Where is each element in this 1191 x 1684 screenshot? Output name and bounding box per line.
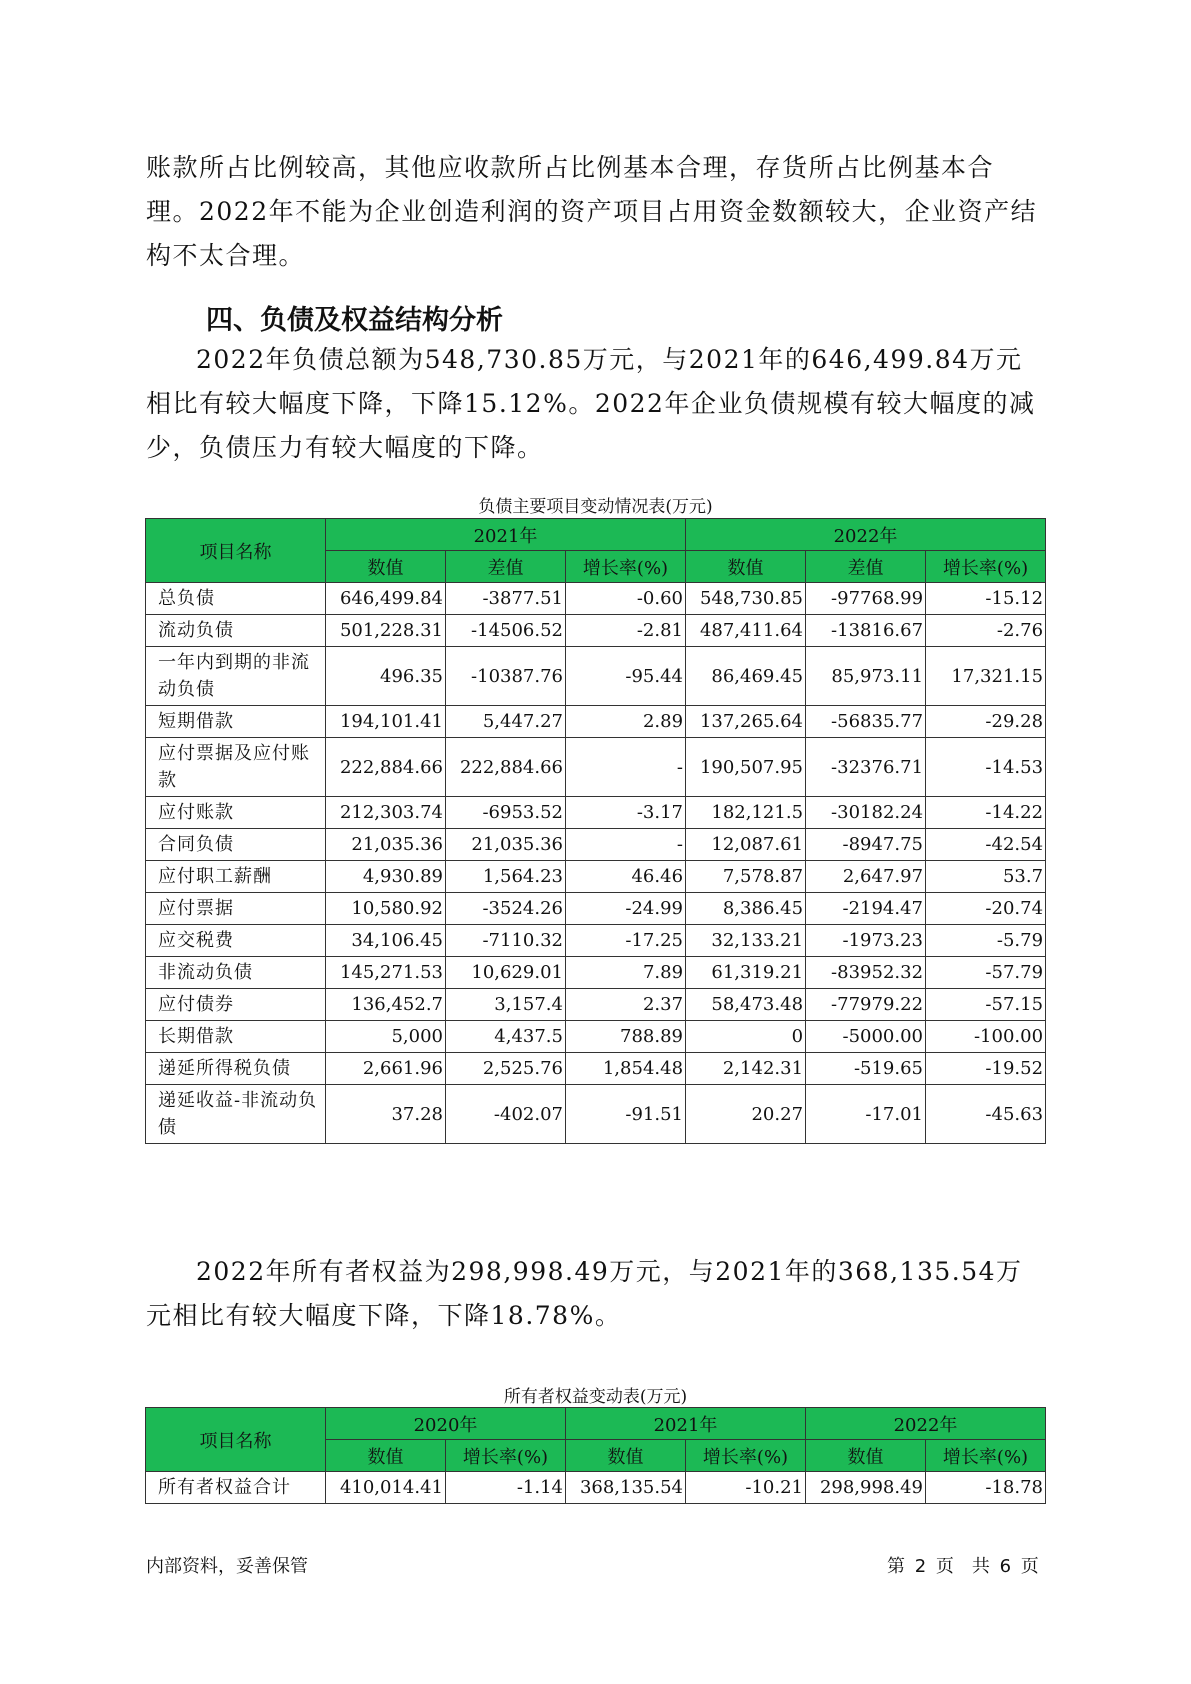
table-cell: -3524.26 [446, 893, 566, 925]
table-cell: 61,319.21 [686, 957, 806, 989]
table-cell: -15.12 [926, 583, 1046, 615]
table-cell: 222,884.66 [446, 738, 566, 797]
table-cell: 2,647.97 [806, 861, 926, 893]
table-cell: -42.54 [926, 829, 1046, 861]
table-cell: -13816.67 [806, 615, 926, 647]
table-cell: -24.99 [566, 893, 686, 925]
liabilities-table [145, 518, 1046, 1144]
table-row [146, 706, 1046, 738]
table-cell: -57.79 [926, 957, 1046, 989]
table-cell: -97768.99 [806, 583, 926, 615]
column-header: 增长率(%) [686, 1440, 806, 1472]
table-cell: 2,142.31 [686, 1053, 806, 1085]
table-cell: 496.35 [326, 647, 446, 706]
table-cell: -2194.47 [806, 893, 926, 925]
table-row [146, 1053, 1046, 1085]
table-cell: -6953.52 [446, 797, 566, 829]
section-heading: 四、负债及权益结构分析 [206, 305, 503, 336]
row-label: 应交税费 [146, 925, 326, 957]
table-cell: - [566, 738, 686, 797]
table-cell: 368,135.54 [566, 1472, 686, 1504]
table-cell: 136,452.7 [326, 989, 446, 1021]
table-cell: 5,447.27 [446, 706, 566, 738]
table-cell: 58,473.48 [686, 989, 806, 1021]
table-cell: -32376.71 [806, 738, 926, 797]
column-header: 数值 [326, 551, 446, 583]
table-cell: -29.28 [926, 706, 1046, 738]
table-row [146, 989, 1046, 1021]
item-name-header: 项目名称 [146, 519, 326, 583]
table-cell: 2.89 [566, 706, 686, 738]
table-cell: -1973.23 [806, 925, 926, 957]
table-cell: -14.22 [926, 797, 1046, 829]
column-header: 差值 [806, 551, 926, 583]
year-header: 2021年 [566, 1408, 806, 1440]
table-cell: 3,157.4 [446, 989, 566, 1021]
table-cell: 10,629.01 [446, 957, 566, 989]
row-label: 应付债券 [146, 989, 326, 1021]
paragraph-equity: 2022年所有者权益为298,998.49万元，与2021年的368,135.54万元相比有较大幅度下降，下降18.78%。 [146, 1257, 1023, 1330]
table-cell: 4,437.5 [446, 1021, 566, 1053]
table-cell: -1.14 [446, 1472, 566, 1504]
column-header: 差值 [446, 551, 566, 583]
table-cell: 8,386.45 [686, 893, 806, 925]
table-row [146, 738, 1046, 797]
table-cell: 21,035.36 [326, 829, 446, 861]
table-cell: 194,101.41 [326, 706, 446, 738]
table-cell: - [566, 829, 686, 861]
row-label: 合同负债 [146, 829, 326, 861]
column-header: 数值 [686, 551, 806, 583]
row-label: 应付票据 [146, 893, 326, 925]
table-cell: 145,271.53 [326, 957, 446, 989]
table-cell: -18.78 [926, 1472, 1046, 1504]
year-header: 2022年 [806, 1408, 1046, 1440]
table-cell: 2,661.96 [326, 1053, 446, 1085]
table-cell: 7,578.87 [686, 861, 806, 893]
table-row [146, 1021, 1046, 1053]
table-cell: 17,321.15 [926, 647, 1046, 706]
table-cell: 37.28 [326, 1085, 446, 1144]
table-row [146, 893, 1046, 925]
equity-table [145, 1407, 1046, 1504]
table-cell: 487,411.64 [686, 615, 806, 647]
table-cell: 10,580.92 [326, 893, 446, 925]
table-cell: -10387.76 [446, 647, 566, 706]
table-cell: -17.01 [806, 1085, 926, 1144]
column-header: 增长率(%) [926, 551, 1046, 583]
paragraph-liabilities: 2022年负债总额为548,730.85万元，与2021年的646,499.84万元相比有较大幅度下降，下降15.12%。2022年企业负债规模有较大幅度的减少，负债压力有较大幅度的下降。 [146, 345, 1036, 462]
table-cell: -5000.00 [806, 1021, 926, 1053]
column-header: 增长率(%) [566, 551, 686, 583]
table-cell: -5.79 [926, 925, 1046, 957]
table-cell: 2,525.76 [446, 1053, 566, 1085]
table-cell: 182,121.5 [686, 797, 806, 829]
table-cell: -3877.51 [446, 583, 566, 615]
liabilities-table-caption: 负债主要项目变动情况表(万元) [478, 497, 713, 517]
row-label: 递延收益-非流动负债 [146, 1085, 326, 1144]
table-cell: 1,564.23 [446, 861, 566, 893]
row-label: 流动负债 [146, 615, 326, 647]
table-cell: 548,730.85 [686, 583, 806, 615]
table-cell: 53.7 [926, 861, 1046, 893]
table-cell: -30182.24 [806, 797, 926, 829]
table-cell: -2.76 [926, 615, 1046, 647]
table-cell: -45.63 [926, 1085, 1046, 1144]
table-cell: 0 [686, 1021, 806, 1053]
row-label: 应付账款 [146, 797, 326, 829]
row-label: 递延所得税负债 [146, 1053, 326, 1085]
row-label: 一年内到期的非流动负债 [146, 647, 326, 706]
table-row [146, 583, 1046, 615]
table-cell: -10.21 [686, 1472, 806, 1504]
year-header: 2021年 [326, 519, 686, 551]
table-cell: -8947.75 [806, 829, 926, 861]
year-header: 2022年 [686, 519, 1046, 551]
table-row [146, 615, 1046, 647]
column-header: 增长率(%) [446, 1440, 566, 1472]
row-label: 短期借款 [146, 706, 326, 738]
table-cell: -7110.32 [446, 925, 566, 957]
table-cell: -56835.77 [806, 706, 926, 738]
table-row [146, 829, 1046, 861]
table-cell: -17.25 [566, 925, 686, 957]
table-cell: -3.17 [566, 797, 686, 829]
footer-page-number: 第 2 页 共 6 页 [887, 1556, 1039, 1577]
table-row [146, 957, 1046, 989]
table-cell: 190,507.95 [686, 738, 806, 797]
table-cell: -14506.52 [446, 615, 566, 647]
table-cell: -83952.32 [806, 957, 926, 989]
table-cell: -91.51 [566, 1085, 686, 1144]
table-cell: 34,106.45 [326, 925, 446, 957]
table-cell: 85,973.11 [806, 647, 926, 706]
table-cell: 21,035.36 [446, 829, 566, 861]
table-cell: -14.53 [926, 738, 1046, 797]
row-label: 应付职工薪酬 [146, 861, 326, 893]
table-cell: 298,998.49 [806, 1472, 926, 1504]
equity-table-caption: 所有者权益变动表(万元) [503, 1387, 688, 1407]
column-header: 数值 [806, 1440, 926, 1472]
table-cell: 788.89 [566, 1021, 686, 1053]
row-label: 应付票据及应付账款 [146, 738, 326, 797]
year-header: 2020年 [326, 1408, 566, 1440]
table-cell: 20.27 [686, 1085, 806, 1144]
row-label: 所有者权益合计 [146, 1472, 326, 1504]
table-cell: -77979.22 [806, 989, 926, 1021]
table-cell: 410,014.41 [326, 1472, 446, 1504]
table-cell: -100.00 [926, 1021, 1046, 1053]
table-row [146, 1085, 1046, 1144]
table-cell: 501,228.31 [326, 615, 446, 647]
row-label: 非流动负债 [146, 957, 326, 989]
table-cell: 4,930.89 [326, 861, 446, 893]
column-header: 增长率(%) [926, 1440, 1046, 1472]
table-row [146, 1472, 1046, 1504]
table-cell: 2.37 [566, 989, 686, 1021]
footer-confidential-note: 内部资料，妥善保管 [146, 1556, 308, 1577]
table-cell: 1,854.48 [566, 1053, 686, 1085]
table-cell: -20.74 [926, 893, 1046, 925]
table-cell: -57.15 [926, 989, 1046, 1021]
table-cell: 86,469.45 [686, 647, 806, 706]
table-cell: -19.52 [926, 1053, 1046, 1085]
table-cell: 212,303.74 [326, 797, 446, 829]
column-header: 数值 [326, 1440, 446, 1472]
table-cell: 7.89 [566, 957, 686, 989]
row-label: 长期借款 [146, 1021, 326, 1053]
table-row [146, 925, 1046, 957]
table-cell: -0.60 [566, 583, 686, 615]
item-name-header: 项目名称 [146, 1408, 326, 1472]
table-cell: -2.81 [566, 615, 686, 647]
paragraph-asset-structure: 账款所占比例较高，其他应收款所占比例基本合理，存货所占比例基本合理。2022年不能为企业创造利润的资产项目占用资金数额较大，企业资产结构不太合理。 [146, 153, 1038, 270]
table-cell: 5,000 [326, 1021, 446, 1053]
table-cell: 222,884.66 [326, 738, 446, 797]
table-cell: 646,499.84 [326, 583, 446, 615]
table-row [146, 647, 1046, 706]
table-cell: 32,133.21 [686, 925, 806, 957]
table-cell: -519.65 [806, 1053, 926, 1085]
table-cell: -402.07 [446, 1085, 566, 1144]
column-header: 数值 [566, 1440, 686, 1472]
row-label: 总负债 [146, 583, 326, 615]
table-cell: 12,087.61 [686, 829, 806, 861]
table-cell: -95.44 [566, 647, 686, 706]
table-row [146, 797, 1046, 829]
table-cell: 46.46 [566, 861, 686, 893]
table-row [146, 861, 1046, 893]
table-cell: 137,265.64 [686, 706, 806, 738]
